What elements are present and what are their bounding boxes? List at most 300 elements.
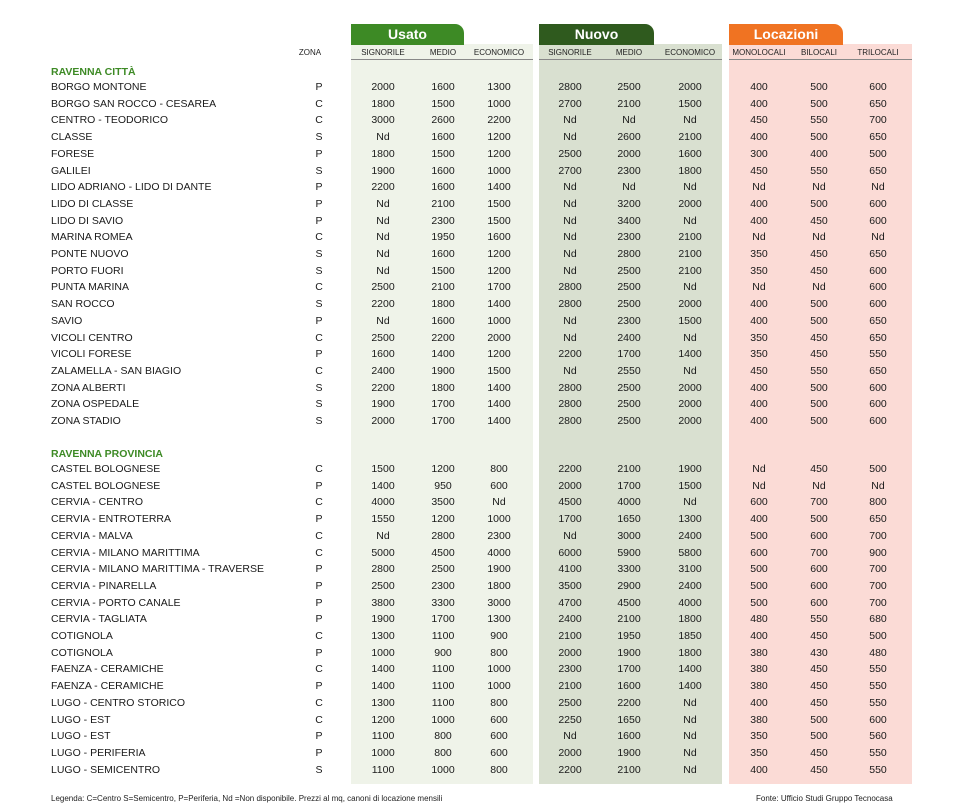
table-row bbox=[0, 265, 955, 281]
price-cell: 400 bbox=[750, 197, 768, 210]
area-name: LIDO DI SAVIO bbox=[51, 214, 124, 227]
price-cell: 2000 bbox=[558, 646, 582, 659]
area-name: COTIGNOLA bbox=[51, 646, 113, 659]
price-cell: 2400 bbox=[371, 364, 395, 377]
table-row bbox=[0, 165, 955, 181]
price-cell: 1600 bbox=[431, 131, 455, 144]
price-cell: 600 bbox=[869, 713, 887, 726]
price-cell: 450 bbox=[750, 364, 768, 377]
price-cell: 550 bbox=[869, 680, 887, 693]
price-cell: 1600 bbox=[431, 248, 455, 260]
table-row bbox=[0, 513, 955, 529]
price-cell: Nd bbox=[563, 730, 577, 743]
zona-cell: P bbox=[315, 680, 323, 693]
price-cell: Nd bbox=[563, 314, 577, 327]
table-row bbox=[0, 181, 955, 197]
price-cell: 550 bbox=[810, 613, 828, 626]
price-cell: 450 bbox=[810, 696, 828, 709]
price-cell: 1000 bbox=[431, 713, 455, 726]
price-cell: 1100 bbox=[431, 630, 455, 642]
area-name: VICOLI CENTRO bbox=[51, 331, 133, 344]
price-cell: 2100 bbox=[678, 248, 702, 260]
price-cell: 2300 bbox=[617, 164, 641, 177]
price-cell: Nd bbox=[563, 248, 577, 260]
legend-text: Legenda: C=Centro S=Semicentro, P=Periferia, Nd =Non disponibile. Prezzi al mq, canoni di locazione mensili bbox=[51, 794, 443, 803]
area-name: CASTEL BOLOGNESE bbox=[51, 479, 161, 492]
zona-cell: P bbox=[315, 314, 323, 327]
zona-cell: P bbox=[315, 181, 323, 194]
area-name: PONTE NUOVO bbox=[51, 248, 129, 260]
column-subheader: MEDIO bbox=[429, 48, 457, 57]
price-cell: Nd bbox=[871, 479, 885, 492]
price-cell: 2500 bbox=[617, 264, 641, 277]
price-cell: Nd bbox=[622, 181, 636, 194]
column-subheader: MEDIO bbox=[615, 48, 643, 57]
price-cell: 500 bbox=[810, 131, 828, 144]
price-cell: 450 bbox=[750, 164, 768, 177]
price-cell: 350 bbox=[750, 348, 768, 361]
price-cell: 1400 bbox=[371, 663, 395, 676]
area-name: LIDO ADRIANO - LIDO DI DANTE bbox=[51, 181, 212, 194]
price-cell: Nd bbox=[622, 114, 636, 127]
price-cell: 700 bbox=[869, 579, 887, 592]
price-cell: 1200 bbox=[487, 147, 511, 160]
area-name: LUGO - PERIFERIA bbox=[51, 746, 146, 759]
price-cell: 3100 bbox=[678, 563, 702, 576]
zona-cell: S bbox=[315, 298, 323, 311]
price-cell: 650 bbox=[869, 331, 887, 344]
price-cell: 1900 bbox=[371, 613, 395, 626]
price-cell: 2100 bbox=[617, 763, 641, 776]
price-cell: 800 bbox=[434, 746, 452, 759]
price-cell: Nd bbox=[812, 181, 826, 194]
price-cell: 400 bbox=[750, 81, 768, 93]
price-cell: 600 bbox=[750, 496, 768, 509]
price-cell: 800 bbox=[490, 463, 508, 475]
area-name: BORGO SAN ROCCO - CESAREA bbox=[51, 97, 217, 110]
area-name: FORESE bbox=[51, 147, 95, 160]
price-cell: 350 bbox=[750, 264, 768, 277]
zona-cell: P bbox=[315, 81, 323, 93]
table-row bbox=[0, 148, 955, 164]
source-text: Fonte: Ufficio Studi Gruppo Tecnocasa bbox=[756, 794, 893, 803]
price-cell: 600 bbox=[490, 713, 508, 726]
price-cell: 1700 bbox=[617, 348, 641, 361]
area-name: SAVIO bbox=[51, 314, 83, 327]
table-row bbox=[0, 480, 955, 496]
zona-cell: S bbox=[315, 164, 323, 177]
price-cell: 400 bbox=[750, 381, 768, 394]
zona-column-header: ZONA bbox=[298, 48, 322, 57]
price-cell: 800 bbox=[490, 646, 508, 659]
price-cell: 2800 bbox=[558, 415, 582, 427]
price-cell: 1600 bbox=[487, 231, 511, 244]
zona-cell: C bbox=[315, 281, 323, 294]
table-row bbox=[0, 597, 955, 613]
price-cell: 1500 bbox=[678, 479, 702, 492]
price-cell: 500 bbox=[750, 579, 768, 592]
price-cell: 2800 bbox=[558, 398, 582, 411]
price-cell: 2800 bbox=[431, 529, 455, 542]
price-cell: 1700 bbox=[431, 613, 455, 626]
price-cell: 2500 bbox=[371, 281, 395, 294]
zona-cell: S bbox=[315, 381, 323, 394]
zona-cell: C bbox=[315, 231, 323, 244]
price-cell: 1400 bbox=[487, 181, 511, 194]
divider bbox=[539, 59, 722, 60]
price-cell: 600 bbox=[490, 746, 508, 759]
price-cell: 5000 bbox=[371, 546, 395, 559]
price-cell: 800 bbox=[869, 496, 887, 509]
price-cell: 2600 bbox=[617, 131, 641, 144]
price-cell: 2300 bbox=[431, 214, 455, 227]
price-cell: Nd bbox=[752, 479, 766, 492]
price-cell: Nd bbox=[683, 214, 697, 227]
price-cell: 600 bbox=[810, 529, 828, 542]
price-cell: 1500 bbox=[431, 97, 455, 110]
price-cell: 1800 bbox=[431, 381, 455, 394]
price-cell: 1400 bbox=[371, 680, 395, 693]
price-cell: 1650 bbox=[617, 713, 641, 726]
zona-cell: P bbox=[315, 746, 323, 759]
price-cell: Nd bbox=[812, 479, 826, 492]
price-cell: 2000 bbox=[678, 415, 702, 427]
price-cell: 2100 bbox=[558, 630, 582, 642]
price-cell: 3300 bbox=[617, 563, 641, 576]
price-cell: Nd bbox=[376, 131, 390, 144]
price-cell: 600 bbox=[810, 596, 828, 609]
price-cell: 600 bbox=[869, 381, 887, 394]
price-cell: Nd bbox=[376, 214, 390, 227]
price-cell: 1300 bbox=[487, 81, 511, 93]
price-cell: 2800 bbox=[558, 381, 582, 394]
price-cell: Nd bbox=[376, 529, 390, 542]
price-cell: 2200 bbox=[558, 463, 582, 475]
price-cell: 1300 bbox=[371, 696, 395, 709]
price-cell: Nd bbox=[683, 496, 697, 509]
zona-cell: C bbox=[315, 630, 323, 642]
price-cell: 2500 bbox=[558, 147, 582, 160]
divider bbox=[351, 59, 533, 60]
price-cell: 1000 bbox=[371, 746, 395, 759]
price-cell: 1900 bbox=[678, 463, 702, 475]
price-cell: 350 bbox=[750, 331, 768, 344]
table-row bbox=[0, 298, 955, 314]
price-cell: 2400 bbox=[678, 529, 702, 542]
price-cell: 600 bbox=[750, 546, 768, 559]
price-cell: 1700 bbox=[431, 415, 455, 427]
price-cell: 800 bbox=[490, 763, 508, 776]
price-cell: 2600 bbox=[431, 114, 455, 127]
table-row bbox=[0, 496, 955, 512]
price-cell: 1800 bbox=[487, 579, 511, 592]
price-cell: 1500 bbox=[487, 214, 511, 227]
price-cell: 2000 bbox=[371, 81, 395, 93]
price-cell: 1100 bbox=[371, 763, 395, 776]
table-row bbox=[0, 415, 955, 431]
price-cell: 2500 bbox=[558, 696, 582, 709]
price-cell: 650 bbox=[869, 513, 887, 526]
price-cell: 700 bbox=[869, 596, 887, 609]
price-cell: 350 bbox=[750, 248, 768, 260]
price-cell: 300 bbox=[750, 147, 768, 160]
area-name: PUNTA MARINA bbox=[51, 281, 129, 294]
price-cell: 2000 bbox=[678, 398, 702, 411]
price-cell: 700 bbox=[810, 496, 828, 509]
section-title: RAVENNA CITTÀ bbox=[51, 66, 136, 78]
area-name: GALILEI bbox=[51, 164, 91, 177]
zona-cell: C bbox=[315, 546, 323, 559]
price-cell: 550 bbox=[810, 114, 828, 127]
table-row bbox=[0, 248, 955, 264]
table-row bbox=[0, 714, 955, 730]
price-cell: 1400 bbox=[371, 479, 395, 492]
table-row bbox=[0, 98, 955, 114]
price-cell: 2400 bbox=[678, 579, 702, 592]
area-name: CASTEL BOLOGNESE bbox=[51, 463, 161, 475]
zona-cell: C bbox=[315, 364, 323, 377]
price-cell: 6000 bbox=[558, 546, 582, 559]
price-cell: Nd bbox=[563, 197, 577, 210]
price-cell: 550 bbox=[810, 364, 828, 377]
price-cell: 650 bbox=[869, 314, 887, 327]
price-cell: 600 bbox=[810, 579, 828, 592]
price-cell: 5900 bbox=[617, 546, 641, 559]
price-cell: 3400 bbox=[617, 214, 641, 227]
price-cell: 600 bbox=[490, 730, 508, 743]
price-cell: 1300 bbox=[487, 613, 511, 626]
price-cell: 400 bbox=[810, 147, 828, 160]
price-cell: 550 bbox=[869, 763, 887, 776]
area-name: PORTO FUORI bbox=[51, 264, 124, 277]
column-subheader: SIGNORILE bbox=[548, 48, 592, 57]
price-cell: 2000 bbox=[678, 197, 702, 210]
table-row bbox=[0, 580, 955, 596]
price-cell: 2200 bbox=[558, 763, 582, 776]
price-cell: 2700 bbox=[558, 164, 582, 177]
price-cell: 2550 bbox=[617, 364, 641, 377]
price-cell: 4100 bbox=[558, 563, 582, 576]
table-row bbox=[0, 198, 955, 214]
price-cell: 400 bbox=[750, 298, 768, 311]
price-cell: 2500 bbox=[617, 381, 641, 394]
price-cell: 3000 bbox=[371, 114, 395, 127]
zona-cell: P bbox=[315, 730, 323, 743]
price-cell: 2000 bbox=[678, 298, 702, 311]
price-cell: Nd bbox=[683, 746, 697, 759]
zona-cell: P bbox=[315, 646, 323, 659]
area-name: BORGO MONTONE bbox=[51, 81, 147, 93]
area-name: FAENZA - CERAMICHE bbox=[51, 680, 164, 693]
price-cell: 3000 bbox=[617, 529, 641, 542]
price-cell: 450 bbox=[750, 114, 768, 127]
price-cell: 1000 bbox=[487, 314, 511, 327]
zona-cell: S bbox=[315, 415, 323, 427]
price-cell: 2300 bbox=[558, 663, 582, 676]
area-name: CENTRO - TEODORICO bbox=[51, 114, 169, 127]
price-cell: Nd bbox=[871, 181, 885, 194]
price-cell: 900 bbox=[490, 630, 508, 642]
zona-cell: P bbox=[315, 147, 323, 160]
price-cell: 1900 bbox=[431, 364, 455, 377]
price-cell: 550 bbox=[869, 746, 887, 759]
price-cell: 400 bbox=[750, 97, 768, 110]
price-cell: 400 bbox=[750, 630, 768, 642]
price-cell: 900 bbox=[434, 646, 452, 659]
area-name: LUGO - CENTRO STORICO bbox=[51, 696, 185, 709]
price-cell: 1700 bbox=[431, 398, 455, 411]
price-cell: 2200 bbox=[371, 181, 395, 194]
price-cell: 1600 bbox=[431, 81, 455, 93]
price-cell: 1500 bbox=[431, 147, 455, 160]
locazioni-group-header: Locazioni bbox=[729, 24, 843, 45]
price-cell: 500 bbox=[750, 529, 768, 542]
table-row bbox=[0, 563, 955, 579]
price-cell: 560 bbox=[869, 730, 887, 743]
price-cell: 600 bbox=[490, 479, 508, 492]
price-cell: 500 bbox=[810, 713, 828, 726]
price-cell: 2400 bbox=[617, 331, 641, 344]
price-cell: 500 bbox=[810, 381, 828, 394]
price-cell: 1200 bbox=[487, 248, 511, 260]
price-cell: 650 bbox=[869, 164, 887, 177]
price-cell: 3200 bbox=[617, 197, 641, 210]
price-cell: 1000 bbox=[487, 513, 511, 526]
table-row bbox=[0, 81, 955, 97]
zona-cell: S bbox=[315, 763, 323, 776]
price-cell: 500 bbox=[810, 81, 828, 93]
price-cell: 600 bbox=[869, 415, 887, 427]
price-cell: 1400 bbox=[678, 663, 702, 676]
price-cell: Nd bbox=[376, 197, 390, 210]
price-cell: 3300 bbox=[431, 596, 455, 609]
price-cell: 2500 bbox=[617, 81, 641, 93]
price-cell: 450 bbox=[810, 763, 828, 776]
price-cell: 430 bbox=[810, 646, 828, 659]
price-cell: 450 bbox=[810, 463, 828, 475]
price-cell: 2700 bbox=[558, 97, 582, 110]
price-cell: 1200 bbox=[371, 713, 395, 726]
zona-cell: P bbox=[315, 563, 323, 576]
price-cell: 3500 bbox=[431, 496, 455, 509]
table-row bbox=[0, 231, 955, 247]
price-cell: 2200 bbox=[617, 696, 641, 709]
column-subheader: MONOLOCALI bbox=[732, 48, 786, 57]
price-cell: 2500 bbox=[431, 563, 455, 576]
price-cell: 1300 bbox=[678, 513, 702, 526]
divider bbox=[729, 59, 912, 60]
column-subheader: TRILOCALI bbox=[857, 48, 899, 57]
price-cell: Nd bbox=[812, 281, 826, 294]
price-cell: 1500 bbox=[431, 264, 455, 277]
price-cell: 380 bbox=[750, 646, 768, 659]
price-cell: 1950 bbox=[617, 630, 641, 642]
price-cell: 650 bbox=[869, 97, 887, 110]
price-cell: 500 bbox=[750, 563, 768, 576]
price-cell: 1500 bbox=[678, 97, 702, 110]
price-cell: 1000 bbox=[487, 164, 511, 177]
price-cell: 400 bbox=[750, 415, 768, 427]
price-cell: 2300 bbox=[617, 314, 641, 327]
price-cell: 2100 bbox=[617, 97, 641, 110]
price-cell: 700 bbox=[869, 114, 887, 127]
area-name: CERVIA - TAGLIATA bbox=[51, 613, 147, 626]
price-cell: 1000 bbox=[431, 763, 455, 776]
column-subheader: ECONOMICO bbox=[664, 48, 716, 57]
zona-cell: C bbox=[315, 463, 323, 475]
price-cell: 4500 bbox=[617, 596, 641, 609]
price-cell: 2500 bbox=[617, 415, 641, 427]
price-cell: 400 bbox=[750, 398, 768, 411]
price-cell: 2800 bbox=[558, 81, 582, 93]
price-cell: 4700 bbox=[558, 596, 582, 609]
zona-cell: P bbox=[315, 613, 323, 626]
zona-cell: P bbox=[315, 479, 323, 492]
price-cell: 500 bbox=[810, 415, 828, 427]
price-cell: Nd bbox=[683, 763, 697, 776]
price-cell: 380 bbox=[750, 663, 768, 676]
price-cell: 1200 bbox=[487, 131, 511, 144]
price-cell: 1000 bbox=[487, 97, 511, 110]
price-cell: Nd bbox=[683, 114, 697, 127]
price-cell: 1500 bbox=[678, 314, 702, 327]
price-cell: 4500 bbox=[558, 496, 582, 509]
price-cell: 500 bbox=[810, 97, 828, 110]
price-cell: 2500 bbox=[617, 398, 641, 411]
price-cell: 2100 bbox=[431, 197, 455, 210]
price-cell: 1700 bbox=[558, 513, 582, 526]
area-name: FAENZA - CERAMICHE bbox=[51, 663, 164, 676]
price-cell: 2200 bbox=[558, 348, 582, 361]
price-cell: 3000 bbox=[487, 596, 511, 609]
price-cell: Nd bbox=[752, 463, 766, 475]
price-cell: 350 bbox=[750, 730, 768, 743]
price-cell: Nd bbox=[563, 181, 577, 194]
price-cell: 600 bbox=[869, 398, 887, 411]
price-cell: Nd bbox=[683, 331, 697, 344]
price-cell: 2300 bbox=[431, 579, 455, 592]
price-cell: 2100 bbox=[431, 281, 455, 294]
table-row bbox=[0, 530, 955, 546]
price-cell: 4000 bbox=[487, 546, 511, 559]
column-subheader: ECONOMICO bbox=[473, 48, 525, 57]
price-cell: 480 bbox=[750, 613, 768, 626]
price-cell: 1700 bbox=[487, 281, 511, 294]
area-name: MARINA ROMEA bbox=[51, 231, 133, 244]
zona-cell: C bbox=[315, 331, 323, 344]
price-cell: 2500 bbox=[617, 281, 641, 294]
price-cell: 1600 bbox=[617, 730, 641, 743]
price-cell: 600 bbox=[869, 264, 887, 277]
price-cell: 2500 bbox=[371, 331, 395, 344]
price-cell: 1900 bbox=[371, 164, 395, 177]
price-cell: 800 bbox=[490, 696, 508, 709]
price-cell: 2100 bbox=[678, 264, 702, 277]
price-cell: 2800 bbox=[558, 298, 582, 311]
area-name: ZALAMELLA - SAN BIAGIO bbox=[51, 364, 182, 377]
price-cell: 500 bbox=[750, 596, 768, 609]
price-cell: 1800 bbox=[371, 97, 395, 110]
price-cell: 450 bbox=[810, 248, 828, 260]
zona-cell: S bbox=[315, 264, 323, 277]
price-cell: Nd bbox=[752, 231, 766, 244]
price-cell: 500 bbox=[810, 298, 828, 311]
price-cell: 1700 bbox=[617, 663, 641, 676]
area-name: CERVIA - CENTRO bbox=[51, 496, 143, 509]
price-cell: 550 bbox=[810, 164, 828, 177]
price-cell: 550 bbox=[869, 348, 887, 361]
price-cell: 650 bbox=[869, 248, 887, 260]
